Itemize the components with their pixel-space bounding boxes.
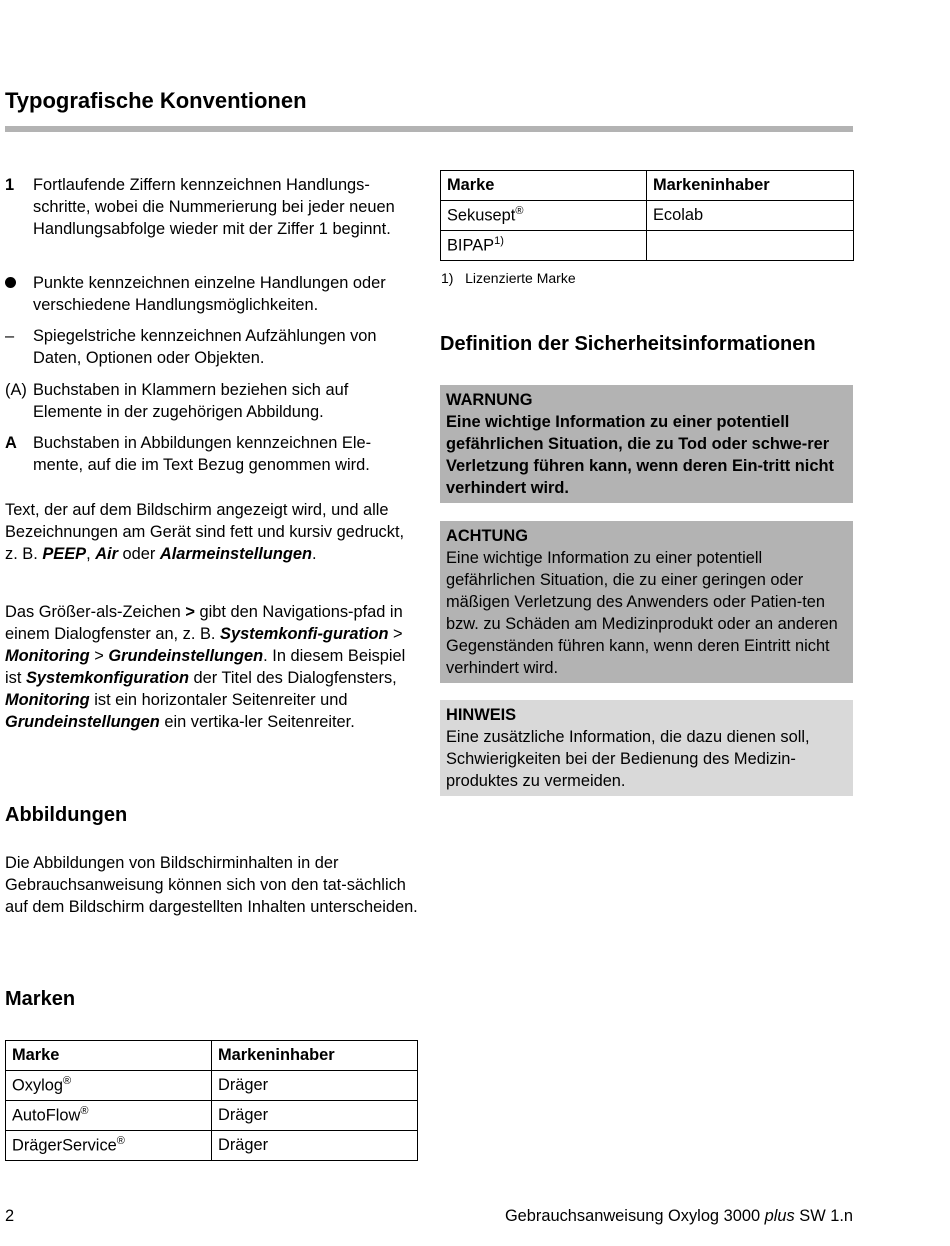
brand-cell: AutoFlow® (6, 1101, 212, 1131)
caution-text: Eine wichtige Information zu einer potentiell gefährlichen Situation, die zu einer geringen oder mäßigen Verletzung des Anwenders oder Patien-ten bzw. zu Schäden am Medizinprodukt oder an anderen Gegenständen führen kann, wenn deren Eintritt nicht verhindert wird. (446, 549, 838, 677)
list-item-text: Punkte kennzeichnen einzelne Handlungen oder verschiedene Handlungsmöglichkeiten. (33, 274, 386, 314)
list-marker-dash: – (5, 327, 15, 345)
brand-cell: BIPAP$^{1)}$ (441, 231, 647, 261)
page-number: 2 (5, 1207, 15, 1225)
notice-title: HINWEIS (446, 706, 517, 724)
notice-box (440, 700, 853, 796)
list-item-text: Buchstaben in Klammern beziehen sich auf Elemente in der zugehörigen Abbildung. (33, 381, 349, 421)
brand-cell: Sekusept® (441, 201, 647, 231)
list-item-text: Spiegelstriche kennzeichnen Aufzählungen von Daten, Optionen oder Objekten. (33, 327, 377, 367)
bullet-icon (5, 272, 16, 294)
section-heading-abbildungen: Abbildungen (5, 804, 128, 826)
list-marker-letter: A (5, 434, 17, 452)
table-header-cell: Markeninhaber (647, 171, 854, 201)
section-heading-safety: Definition der Sicherheitsinformationen (440, 333, 816, 355)
marken-table-right (440, 170, 854, 261)
list-item (5, 379, 418, 423)
list-item-text: Fortlaufende Ziffern kennzeichnen Handlungs-schritte, wobei die Nummerierung bei jeder neuen Handlungsabfolge wieder mit der Ziffer 1 beginnt. (33, 176, 395, 238)
notice-text: Eine zusätzliche Information, die dazu dienen soll, Schwierigkeiten bei der Bedienung des Medizin-produktes zu vermeiden. (446, 728, 810, 790)
owner-cell: Ecolab (647, 201, 854, 231)
page-title: Typografische Konventionen (5, 88, 307, 113)
caution-title: ACHTUNG (446, 527, 528, 545)
warning-box (440, 385, 853, 503)
owner-cell: Dräger (212, 1101, 418, 1131)
footnote-text: Lizenzierte Marke (465, 270, 576, 286)
list-item (5, 432, 418, 476)
caution-box (440, 521, 853, 683)
screen-text-paragraph: Text, der auf dem Bildschirm angezeigt wird, und alle Bezeichnungen am Gerät sind fett und kursiv gedruckt, z. B. PEEP, Air oder Alarmeinstellungen. (5, 501, 405, 563)
warning-title: WARNUNG (446, 391, 533, 409)
table-header-cell: Marke (441, 171, 647, 201)
owner-cell: Dräger (212, 1131, 418, 1161)
list-item (5, 272, 418, 316)
list-marker-letter-paren: (A) (5, 381, 27, 399)
brand-cell: Oxylog® (6, 1071, 212, 1101)
table-header-row (6, 1041, 418, 1071)
table-header-cell: Markeninhaber (212, 1041, 418, 1071)
owner-cell: Dräger (212, 1071, 418, 1101)
footnote (441, 270, 576, 286)
warning-text: Eine wichtige Information zu einer potentiell gefährlichen Situation, die zu Tod oder schwe-rer Verletzung führen kann, wenn deren Ein-tritt nicht verhindert wird. (446, 413, 834, 497)
owner-cell (647, 231, 854, 261)
list-marker-number: 1 (5, 176, 15, 194)
section-heading-marken: Marken (5, 988, 76, 1010)
marken-table (5, 1040, 418, 1161)
table-header-cell: Marke (6, 1041, 212, 1071)
table-header-row (441, 171, 854, 201)
document-title: Gebrauchsanweisung Oxylog 3000 plus SW 1.n (504, 1207, 853, 1225)
table-row (6, 1071, 418, 1101)
table-row (6, 1131, 418, 1161)
table-row (6, 1101, 418, 1131)
table-row (441, 231, 854, 261)
list-item (5, 325, 418, 369)
navigation-paragraph: Das Größer-als-Zeichen > gibt den Navigations-pfad in einem Dialogfenster an, z. B. Systemkonfi-guration > Monitoring > Grundeinstellungen. In diesem Beispiel ist Systemkonfiguration der Titel des Dialogfensters, Monitoring ist ein horizontaler Seitenreiter und Grundeinstellungen ein vertika-ler Seitenreiter. (5, 603, 406, 731)
footnote-mark: 1) (441, 270, 454, 286)
brand-cell: DrägerService® (6, 1131, 212, 1161)
list-item-text: Buchstaben in Abbildungen kennzeichnen Ele-mente, auf die im Text Bezug genommen wird. (33, 434, 372, 474)
abbildungen-text: Die Abbildungen von Bildschirminhalten in der Gebrauchsanweisung können sich von den tat-sächlich auf dem Bildschirm dargestellten Inhalten unterscheiden. (5, 854, 418, 916)
list-item (5, 174, 418, 240)
title-divider (5, 126, 853, 132)
table-row (441, 201, 854, 231)
